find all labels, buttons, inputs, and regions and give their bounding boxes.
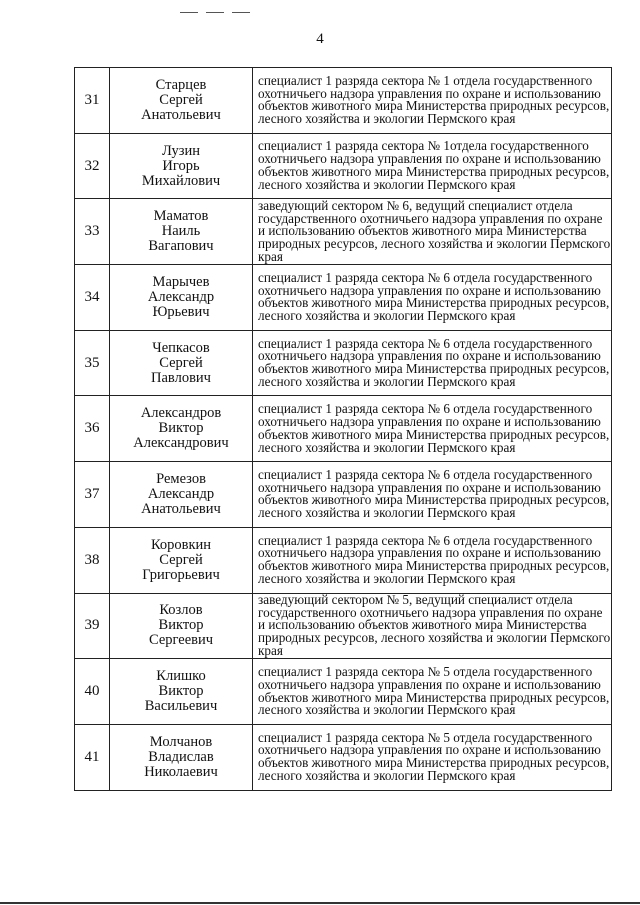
- row-number: 33: [75, 199, 110, 265]
- name-given: Виктор: [158, 683, 204, 700]
- name-given: Сергей: [159, 354, 203, 371]
- table-row: [75, 659, 612, 725]
- table-row: [75, 527, 612, 593]
- table-row: [75, 330, 612, 396]
- name-given: Игорь: [162, 157, 200, 174]
- position-description: специалист 1 разряда сектора № 1отдела государственного охотничьего надзора управления по охране и использованию объектов животного мира Министерства природных ресурсов, лесного хозяйства и экологии Пермского края: [253, 133, 612, 199]
- row-number: 39: [75, 593, 110, 659]
- position-description: специалист 1 разряда сектора № 6 отдела государственного охотничьего надзора управления по охране и использованию объектов животного мира Министерства природных ресурсов, лесного хозяйства и экологии Пермского края: [253, 462, 612, 528]
- name-patronymic: Михайлович: [141, 172, 221, 189]
- name-surname: Клишко: [156, 668, 206, 685]
- position-description: специалист 1 разряда сектора № 6 отдела государственного охотничьего надзора управления по охране и использованию объектов животного мира Министерства природных ресурсов, лесного хозяйства и экологии Пермского края: [253, 265, 612, 331]
- person-name: [110, 265, 253, 331]
- staff-table-body: [75, 68, 612, 791]
- row-number: 32: [75, 133, 110, 199]
- name-patronymic: Павлович: [151, 369, 211, 386]
- name-given: Владислав: [148, 748, 214, 765]
- name-patronymic: Николаевич: [144, 763, 218, 780]
- row-number: 38: [75, 527, 110, 593]
- table-row: [75, 724, 612, 790]
- row-number: 36: [75, 396, 110, 462]
- position-description: специалист 1 разряда сектора № 6 отдела государственного охотничьего надзора управления по охране и использованию объектов животного мира Министерства природных ресурсов, лесного хозяйства и экологии Пермского края: [253, 527, 612, 593]
- row-number: 41: [75, 724, 110, 790]
- person-name: [110, 462, 253, 528]
- row-number: 37: [75, 462, 110, 528]
- name-surname: Лузин: [162, 142, 200, 159]
- person-name: [110, 396, 253, 462]
- position-description: специалист 1 разряда сектора № 6 отдела государственного охотничьего надзора управления по охране и использованию объектов животного мира Министерства природных ресурсов, лесного хозяйства и экологии Пермского края: [253, 330, 612, 396]
- position-description: заведующий сектором № 5, ведущий специалист отдела государственного охотничьего надзора управления по охране и использованию объектов животного мира Министерства природных ресурсов, лесного хозяйства и экологии Пермского края: [253, 593, 612, 659]
- name-surname: Маматов: [153, 208, 209, 225]
- position-description: специалист 1 разряда сектора № 5 отдела государственного охотничьего надзора управления по охране и использованию объектов животного мира Министерства природных ресурсов, лесного хозяйства и экологии Пермского края: [253, 659, 612, 725]
- table-row: [75, 265, 612, 331]
- table-row: [75, 68, 612, 134]
- staff-table: [74, 67, 612, 791]
- name-surname: Старцев: [155, 76, 207, 93]
- name-patronymic: Анатольевич: [141, 500, 221, 517]
- name-surname: Марычев: [152, 273, 210, 290]
- person-name: [110, 68, 253, 134]
- name-given: Виктор: [158, 617, 204, 634]
- name-patronymic: Александрович: [133, 435, 229, 452]
- row-number: 31: [75, 68, 110, 134]
- name-patronymic: Григорьевич: [142, 566, 220, 583]
- person-name: [110, 527, 253, 593]
- position-description: специалист 1 разряда сектора № 6 отдела государственного охотничьего надзора управления по охране и использованию объектов животного мира Министерства природных ресурсов, лесного хозяйства и экологии Пермского края: [253, 396, 612, 462]
- position-description: специалист 1 разряда сектора № 5 отдела государственного охотничьего надзора управления по охране и использованию объектов животного мира Министерства природных ресурсов, лесного хозяйства и экологии Пермского края: [253, 724, 612, 790]
- name-surname: Коровкин: [150, 536, 212, 553]
- name-patronymic: Вагапович: [148, 238, 214, 255]
- person-name: [110, 133, 253, 199]
- person-name: [110, 724, 253, 790]
- name-patronymic: Сергеевич: [148, 632, 214, 649]
- scan-marks: [180, 0, 270, 2]
- name-given: Сергей: [159, 551, 203, 568]
- name-surname: Ремезов: [156, 470, 206, 487]
- row-number: 35: [75, 330, 110, 396]
- name-surname: Александров: [140, 405, 222, 422]
- row-number: 40: [75, 659, 110, 725]
- table-row: [75, 133, 612, 199]
- name-surname: Чепкасов: [152, 339, 210, 356]
- name-patronymic: Анатольевич: [141, 106, 221, 123]
- name-given: Сергей: [159, 91, 203, 108]
- name-given: Виктор: [158, 420, 204, 437]
- table-row: [75, 593, 612, 659]
- position-description: заведующий сектором № 6, ведущий специалист отдела государственного охотничьего надзора управления по охране и использованию объектов животного мира Министерства природных ресурсов, лесного хозяйства и экологии Пермского края: [253, 199, 612, 265]
- name-patronymic: Васильевич: [144, 698, 218, 715]
- name-surname: Молчанов: [149, 733, 213, 750]
- row-number: 34: [75, 265, 110, 331]
- person-name: [110, 659, 253, 725]
- page-number: 4: [316, 31, 324, 47]
- person-name: [110, 199, 253, 265]
- name-patronymic: Юрьевич: [152, 303, 210, 320]
- name-surname: Козлов: [159, 602, 203, 619]
- person-name: [110, 330, 253, 396]
- scan-edge: [0, 902, 640, 904]
- table-row: [75, 199, 612, 265]
- table-row: [75, 462, 612, 528]
- table-row: [75, 396, 612, 462]
- name-given: Наиль: [161, 223, 201, 240]
- name-given: Александр: [147, 485, 215, 502]
- person-name: [110, 593, 253, 659]
- position-description: специалист 1 разряда сектора № 1 отдела государственного охотничьего надзора управления по охране и использованию объектов животного мира Министерства природных ресурсов, лесного хозяйства и экологии Пермского края: [253, 68, 612, 134]
- name-given: Александр: [147, 288, 215, 305]
